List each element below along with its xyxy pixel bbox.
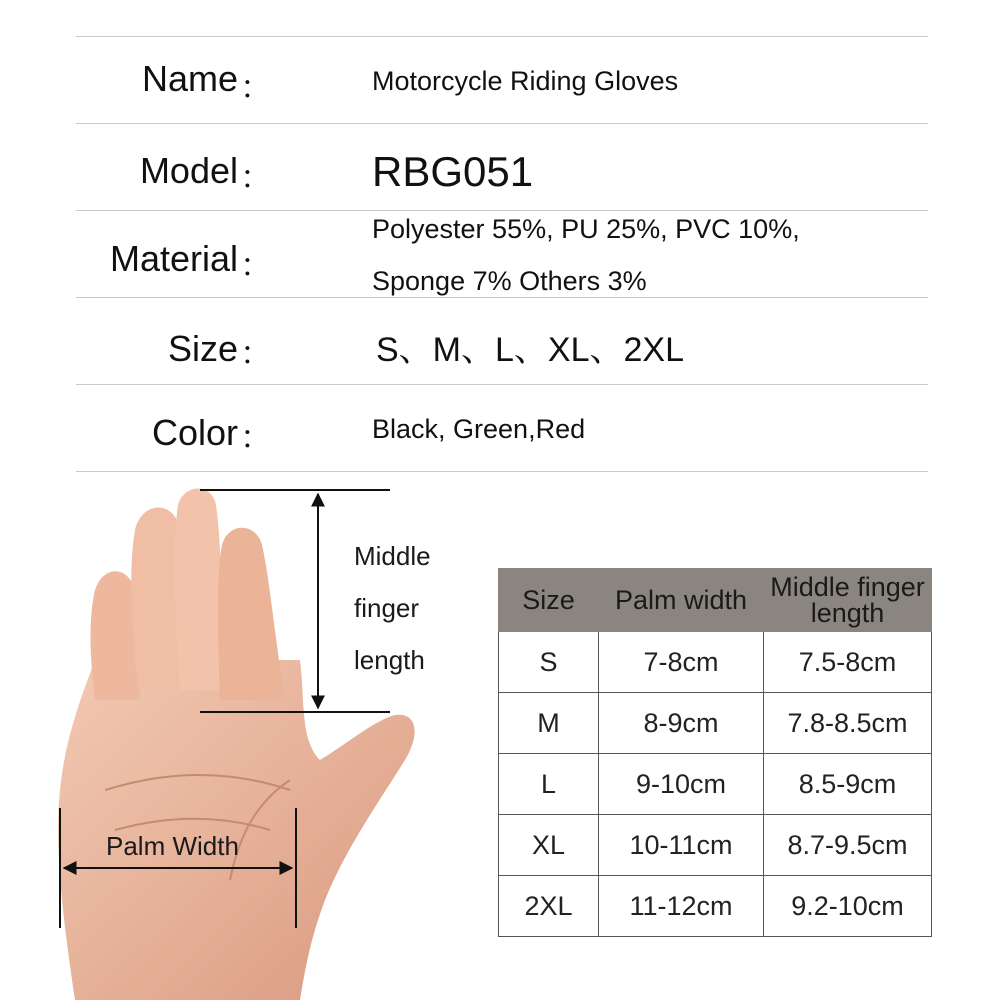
- cell-size: 2XL: [499, 876, 599, 937]
- cell-middle-finger: 7.8-8.5cm: [764, 693, 932, 754]
- cell-middle-finger: 8.7-9.5cm: [764, 815, 932, 876]
- label-line: Middle: [354, 541, 431, 571]
- middle-finger-label: [354, 530, 431, 686]
- spec-label: Color: [151, 412, 238, 453]
- cell-palm-width: 9-10cm: [599, 754, 764, 815]
- palm-width-label: Palm Width: [106, 831, 239, 861]
- spec-colon: ：: [240, 247, 273, 283]
- spec-label: Material: [109, 238, 238, 279]
- cell-size: M: [499, 693, 599, 754]
- header-line: Middle finger: [770, 572, 925, 602]
- table-row: [499, 632, 932, 693]
- divider: [76, 384, 928, 385]
- cell-palm-width: 11-12cm: [599, 876, 764, 937]
- table-row: [499, 754, 932, 815]
- divider: [76, 210, 928, 211]
- spec-row-size: [76, 322, 928, 372]
- spec-label: Name: [141, 58, 238, 99]
- spec-value: Black, Green,Red: [372, 414, 586, 444]
- table-row: [499, 876, 932, 937]
- cell-palm-width: 7-8cm: [599, 632, 764, 693]
- header-middle-finger-length: [764, 569, 932, 632]
- cell-palm-width: 8-9cm: [599, 693, 764, 754]
- spec-colon: ：: [240, 335, 273, 371]
- header-size: Size: [499, 569, 599, 632]
- label-line: length: [354, 645, 425, 675]
- spec-value: Motorcycle Riding Gloves: [372, 66, 679, 96]
- spec-value: S、M、L、XL、2XL: [376, 331, 684, 369]
- cell-middle-finger: 9.2-10cm: [764, 876, 932, 937]
- spec-colon: ：: [240, 69, 273, 105]
- header-palm-width: Palm width: [599, 569, 764, 632]
- spec-value-line: Polyester 55%, PU 25%, PVC 10%,: [372, 214, 800, 244]
- spec-value: RBG051: [372, 148, 534, 195]
- divider: [76, 123, 928, 124]
- cell-size: S: [499, 632, 599, 693]
- header-line: length: [810, 598, 885, 628]
- middle-finger-shape: [175, 489, 222, 691]
- spec-row-name: [76, 58, 928, 108]
- cell-middle-finger: 8.5-9cm: [764, 754, 932, 815]
- spec-label: Model: [139, 150, 238, 191]
- index-finger-shape: [218, 528, 285, 700]
- size-chart-table: [498, 568, 932, 937]
- cell-size: L: [499, 754, 599, 815]
- divider: [76, 36, 928, 37]
- spec-row-material: [76, 214, 928, 294]
- divider: [76, 297, 928, 298]
- cell-palm-width: 10-11cm: [599, 815, 764, 876]
- table-row: [499, 815, 932, 876]
- spec-colon: ：: [240, 159, 273, 195]
- spec-label: Size: [167, 328, 238, 369]
- table-header-row: [499, 569, 932, 632]
- label-line: finger: [354, 593, 420, 623]
- cell-size: XL: [499, 815, 599, 876]
- spec-row-color: [76, 410, 928, 460]
- table-row: [499, 693, 932, 754]
- spec-colon: ：: [240, 419, 273, 455]
- spec-row-model: [76, 148, 928, 198]
- spec-value-line: Sponge 7% Others 3%: [372, 266, 647, 296]
- cell-middle-finger: 7.5-8cm: [764, 632, 932, 693]
